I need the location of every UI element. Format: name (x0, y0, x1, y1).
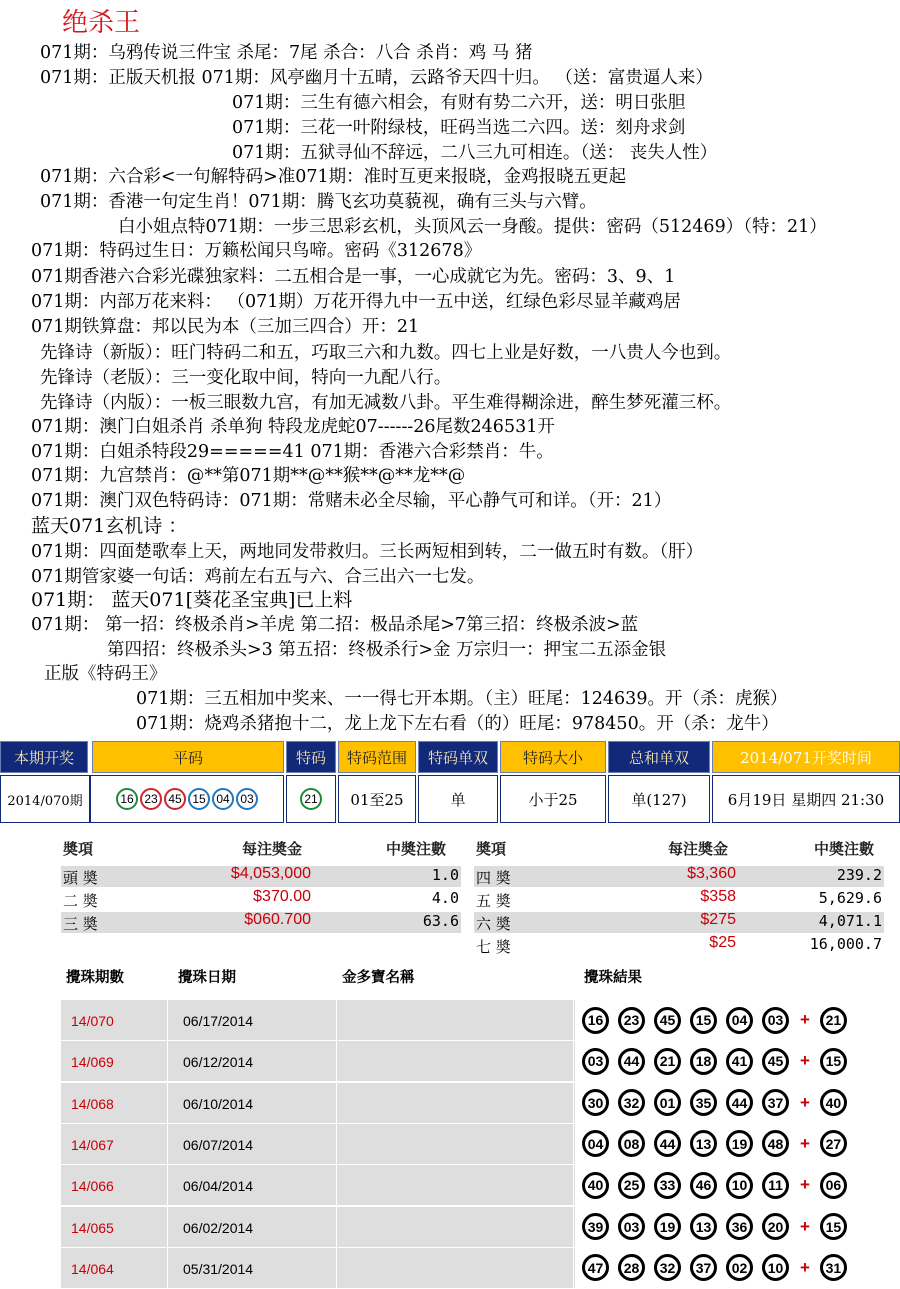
number-ball: 10 (726, 1172, 753, 1199)
draw-result (575, 1165, 886, 1205)
plus-sign: + (800, 1092, 810, 1112)
text-line: 071期：香港一句定生肖！071期：腾飞玄功莫藐视，确有三头与六臂。 (40, 192, 597, 212)
draw-period: 14/069 (61, 1041, 168, 1081)
prize-amount: $3,360 (687, 865, 736, 882)
number-ball: 13 (690, 1213, 717, 1240)
winner-name (338, 1124, 574, 1164)
prize-amount: $275 (700, 911, 736, 928)
text-line: 071期：六合彩<一句解特码>准071期：准时互更来报晓，金鸡报晓五更起 (40, 167, 627, 187)
prize-row (474, 935, 884, 956)
number-ball: 46 (690, 1172, 717, 1199)
header-current-draw: 本期开奖 (0, 741, 88, 773)
text-line: 071期香港六合彩光碟独家料：二五相合是一事，一心成就它为先。密码：3、9、1 (31, 267, 676, 287)
text-line: 071期： 蓝天071[葵花圣宝典]已上料 (31, 589, 353, 611)
number-ball: 03 (236, 788, 258, 810)
prize-row (61, 889, 461, 910)
col-draw-period: 攪珠期數 (66, 970, 124, 986)
text-line: 071期：三生有德六相会，有财有势二六开，送：明日张胆 (232, 93, 686, 113)
prize-winners: 239.2 (836, 866, 882, 884)
prize-amount: $358 (700, 888, 736, 905)
special-ball: 31 (820, 1254, 847, 1281)
plus-sign: + (800, 1010, 810, 1029)
table-row (61, 1083, 886, 1123)
winner-name (338, 1207, 574, 1247)
prize-table-right (474, 838, 884, 958)
prize-amount: $060.700 (244, 911, 311, 928)
special-size: 小于25 (500, 775, 606, 823)
prize-table-left (61, 838, 461, 938)
text-line: 071期：内部万花来料： （071期）万花开得九中一五中送，红绿色彩尽显羊藏鸡居 (31, 292, 681, 312)
number-ball: 18 (690, 1048, 717, 1075)
text-line: 071期：五狱寻仙不辞远，二八三九可相连。（送： 丧失人性） (232, 143, 718, 163)
number-ball: 37 (762, 1089, 789, 1116)
text-line: 第四招：终极杀头>3 第五招：终极杀行>金 万宗归一：押宝二五添金银 (107, 640, 667, 660)
number-ball: 03 (618, 1213, 645, 1240)
number-ball: 35 (690, 1089, 717, 1116)
special-range: 01至25 (338, 775, 416, 823)
number-ball: 33 (654, 1172, 681, 1199)
number-ball: 21 (654, 1048, 681, 1075)
col-prize: 奬項 (476, 840, 507, 858)
prize-row (474, 866, 884, 887)
draw-period: 14/067 (61, 1124, 168, 1164)
col-winner-name: 金多寶名稱 (342, 970, 415, 986)
number-ball: 25 (618, 1172, 645, 1199)
winner-name (338, 1041, 574, 1081)
prize-name: 六 奬 (476, 915, 511, 933)
header-next-draw-time: 2014/071开奖时间 (712, 741, 900, 773)
number-ball: 30 (582, 1089, 609, 1116)
special-ball: 21 (300, 788, 322, 810)
draw-date: 06/12/2014 (169, 1041, 337, 1081)
table-row (61, 1165, 886, 1205)
flat-numbers (90, 775, 284, 823)
prize-row (61, 912, 461, 933)
number-ball: 04 (212, 788, 234, 810)
header-special-size: 特码大小 (500, 741, 606, 773)
winner-name (338, 1083, 574, 1123)
text-line: 071期：三五相加中奖来、一一得七开本期。（主）旺尾：124639。开（杀：虎猴） (136, 689, 788, 709)
special-ball: 21 (820, 1007, 847, 1034)
draw-date: 06/07/2014 (169, 1124, 337, 1164)
draw-result (575, 1207, 886, 1247)
plus-sign: + (800, 1051, 810, 1071)
draw-date: 05/31/2014 (169, 1248, 337, 1288)
prize-winners: 63.6 (422, 912, 459, 930)
text-line: 071期：四面楚歌奉上天，两地同发带救归。三长两短相到转，二一做五时有数。（肝） (31, 542, 704, 562)
number-ball: 41 (726, 1048, 753, 1075)
prize-winners: 1.0 (431, 866, 459, 884)
special-ball: 15 (820, 1048, 847, 1075)
prize-name: 頭 奬 (63, 869, 98, 887)
number-ball: 02 (726, 1254, 753, 1281)
winner-name (338, 1165, 574, 1205)
text-line: 071期：九宫禁肖：@**第071期**@**猴**@**龙**@ (31, 466, 466, 486)
number-ball: 03 (762, 1007, 789, 1034)
plus-sign: + (800, 1216, 810, 1236)
number-ball: 16 (116, 788, 138, 810)
text-line: 白小姐点特071期：一步三思彩玄机，头顶风云一身酸。提供：密码（512469）（特：21） (118, 217, 827, 237)
number-ball: 44 (618, 1048, 645, 1075)
number-ball: 04 (582, 1130, 609, 1157)
plus-sign: + (800, 1133, 810, 1153)
draw-period: 2014/070期 (0, 775, 90, 823)
sum-odd-even: 单(127) (608, 775, 710, 823)
prize-winners: 5,629.6 (818, 889, 882, 907)
number-ball: 32 (618, 1089, 645, 1116)
text-line: 先锋诗（老版）：三一变化取中间，特向一九配八行。 (40, 368, 452, 388)
number-ball: 36 (726, 1213, 753, 1240)
number-ball: 39 (582, 1213, 609, 1240)
prize-amount: $25 (709, 934, 736, 951)
number-ball: 44 (726, 1089, 753, 1116)
prize-winners: 16,000.7 (809, 935, 882, 953)
table-row (61, 1248, 886, 1288)
draw-result (575, 1124, 886, 1164)
col-draw-date: 攪珠日期 (178, 970, 236, 986)
prize-winners: 4,071.1 (818, 912, 882, 930)
draw-date: 06/02/2014 (169, 1207, 337, 1247)
prize-name: 五 奬 (476, 892, 511, 910)
prize-row (474, 912, 884, 933)
text-line: 先锋诗（内版）：一板三眼数九宫，有加无减数八卦。平生难得糊涂进，醉生梦死灌三杯。 (40, 393, 732, 413)
draw-date: 06/10/2014 (169, 1083, 337, 1123)
text-line: 先锋诗（新版）：旺门特码二和五，巧取三六和九数。四七上业是好数，一八贵人今也到。 (40, 343, 732, 363)
prize-winners: 4.0 (431, 889, 459, 907)
number-ball: 45 (654, 1007, 681, 1034)
col-winners: 中奬注數 (814, 840, 875, 858)
draw-period: 14/064 (61, 1248, 168, 1288)
number-ball: 15 (188, 788, 210, 810)
table-row (61, 1041, 886, 1081)
draw-summary-bar (0, 741, 900, 825)
header-special-number: 特码 (286, 741, 336, 773)
prize-amount: $370.00 (253, 888, 311, 905)
number-ball: 13 (690, 1130, 717, 1157)
prize-row (61, 866, 461, 887)
draw-date: 06/04/2014 (169, 1165, 337, 1205)
col-prize: 奬項 (63, 840, 94, 858)
number-ball: 11 (762, 1172, 789, 1199)
header-flat-numbers: 平码 (92, 741, 284, 773)
draw-period: 14/070 (61, 1000, 168, 1040)
table-row (61, 1124, 886, 1164)
number-ball: 19 (726, 1130, 753, 1157)
number-ball: 28 (618, 1254, 645, 1281)
number-ball: 45 (762, 1048, 789, 1075)
draw-result (575, 1041, 886, 1081)
draw-period: 14/068 (61, 1083, 168, 1123)
number-ball: 16 (582, 1007, 609, 1034)
number-ball: 04 (726, 1007, 753, 1034)
special-odd-even: 单 (418, 775, 498, 823)
plus-sign: + (800, 1257, 810, 1277)
number-ball: 01 (654, 1089, 681, 1116)
number-ball: 45 (164, 788, 186, 810)
text-line: 071期：特码过生日：万籁松闻只鸟啼。密码《312678》 (31, 241, 482, 261)
number-ball: 32 (654, 1254, 681, 1281)
draw-period: 14/066 (61, 1165, 168, 1205)
header-sum-odd-even: 总和单双 (608, 741, 710, 773)
text-line: 071期铁算盘：邦以民为本（三加三四合）开：21 (31, 317, 420, 337)
col-draw-result: 攪珠結果 (584, 970, 642, 986)
text-line: 071期： 第一招：终极杀肖>羊虎 第二招：极品杀尾>7第三招：终极杀波>蓝 (31, 615, 639, 635)
special-ball: 40 (820, 1089, 847, 1116)
number-ball: 08 (618, 1130, 645, 1157)
col-amount: 每注奬金 (242, 840, 303, 858)
special-number (286, 775, 336, 823)
special-ball: 06 (820, 1172, 847, 1199)
text-line: 071期：烧鸡杀猪抱十二，龙上龙下左右看（的）旺尾：978450。开（杀：龙牛） (136, 714, 779, 734)
table-row (61, 1000, 886, 1040)
draw-result (575, 1000, 886, 1040)
draw-result (575, 1248, 886, 1288)
draw-date: 06/17/2014 (169, 1000, 337, 1040)
number-ball: 37 (690, 1254, 717, 1281)
winner-name (338, 1000, 574, 1040)
prize-amount: $4,053,000 (230, 865, 311, 882)
number-ball: 23 (140, 788, 162, 810)
draw-result (575, 1083, 886, 1123)
number-ball: 48 (762, 1130, 789, 1157)
text-line: 071期：澳门白姐杀肖 杀单狗 特段龙虎蛇07------26尾数246531开 (31, 417, 555, 437)
number-ball: 23 (618, 1007, 645, 1034)
number-ball: 03 (582, 1048, 609, 1075)
plus-sign: + (800, 1175, 810, 1195)
winner-name (338, 1248, 574, 1288)
header-special-odd-even: 特码单双 (418, 741, 498, 773)
text-line: 071期：正版天机报 071期：风亭幽月十五晴，云路爷天四十归。 （送：富贵逼人来） (40, 68, 713, 88)
number-ball: 19 (654, 1213, 681, 1240)
number-ball: 40 (582, 1172, 609, 1199)
text-line: 蓝天071玄机诗 ： (31, 515, 188, 537)
special-ball: 27 (820, 1130, 847, 1157)
text-line: 071期：澳门双色特码诗：071期：常赌未必全尽输，平心静气可和详。（开：21） (31, 491, 672, 511)
next-draw-time: 6月19日 星期四 21:30 (712, 775, 900, 823)
page-title: 绝杀王 (62, 8, 141, 38)
number-ball: 44 (654, 1130, 681, 1157)
text-line: 071期管家婆一句话：鸡前左右五与六、合三出六一七发。 (31, 567, 485, 587)
text-line: 正版《特码王》 (44, 664, 167, 684)
prize-name: 三 奬 (63, 915, 98, 933)
number-ball: 20 (762, 1213, 789, 1240)
text-line: 071期：白姐杀特段29=====41 071期：香港六合彩禁肖：牛。 (31, 442, 554, 462)
prize-name: 四 奬 (476, 869, 511, 887)
prize-row (474, 889, 884, 910)
number-ball: 47 (582, 1254, 609, 1281)
col-winners: 中奬注數 (386, 840, 447, 858)
draw-period: 14/065 (61, 1207, 168, 1247)
prize-name: 二 奬 (63, 892, 98, 910)
text-line: 071期：三花一叶附绿枝，旺码当选二六四。送：刻舟求剑 (232, 118, 686, 138)
prize-name: 七 奬 (476, 938, 511, 956)
number-ball: 15 (690, 1007, 717, 1034)
table-row (61, 1207, 886, 1247)
header-special-range: 特码范围 (338, 741, 416, 773)
text-line: 071期：乌鸦传说三件宝 杀尾：7尾 杀合：八合 杀肖：鸡 马 猪 (40, 43, 533, 63)
number-ball: 10 (762, 1254, 789, 1281)
col-amount: 每注奬金 (668, 840, 729, 858)
special-ball: 15 (820, 1213, 847, 1240)
